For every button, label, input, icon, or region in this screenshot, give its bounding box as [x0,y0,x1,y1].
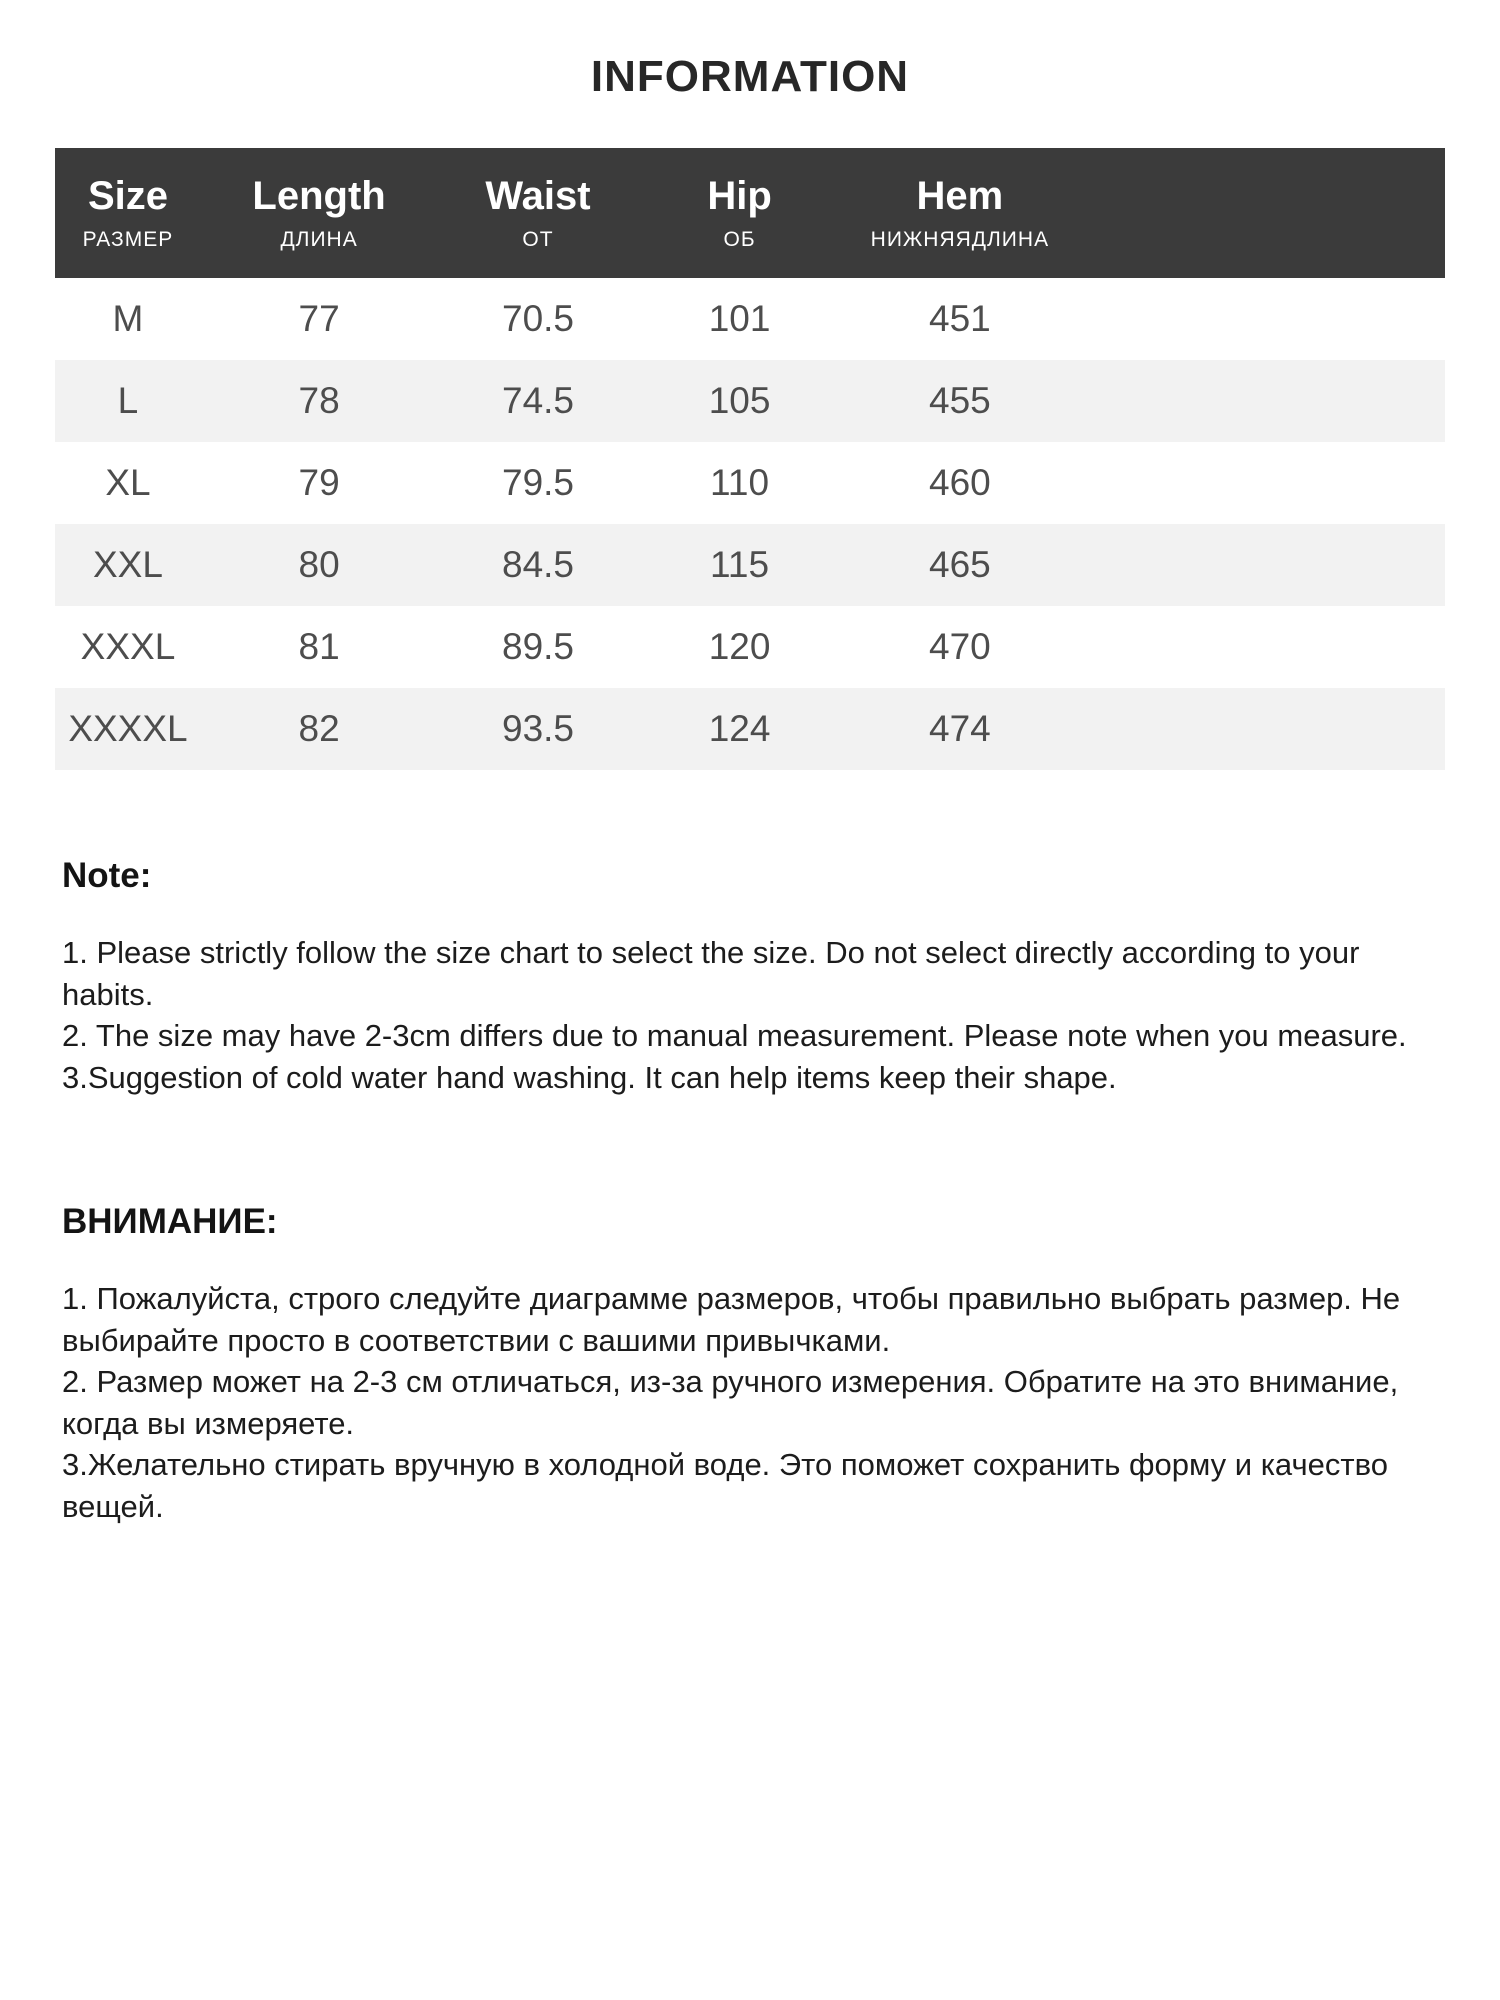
cell-length: 77 [298,298,340,339]
cell-hem: 465 [929,544,991,585]
cell-hip: 120 [708,626,771,667]
table-row-m [55,278,1445,360]
cell-length: 79 [298,462,340,503]
col-header-hem-en: Hem [916,174,1004,218]
note-ru-item-1: 1. Пожалуйста, строго следуйте диаграмме размеров, чтобы правильно выбрать размер. Не выбирайте просто в соответствии с вашими привычками. [62,1281,1401,1358]
col-header-waist [437,174,639,252]
notes-russian-body [62,1278,1438,1527]
table-row-xl [55,442,1445,524]
col-header-waist-en: Waist [485,174,591,218]
cell-waist: 70.5 [502,298,575,339]
note-ru-item-2: 2. Размер может на 2-3 см отличаться, из-за ручного измерения. Обратите на это внимание, когда вы измеряете. [62,1364,1399,1441]
cell-hip: 110 [710,462,770,503]
note-en-item-2: 2. The size may have 2-3cm differs due to manual measurement. Please note when you measure. [62,1018,1407,1054]
notes-section [62,770,1438,1527]
cell-size: XXXXL [68,708,188,749]
col-header-hem-ru: НИЖНЯЯДЛИНА [870,228,1050,251]
cell-hem: 470 [929,626,991,667]
cell-waist: 74.5 [502,380,575,421]
col-header-length-en: Length [252,174,386,218]
cell-hip: 105 [708,380,771,421]
notes-english-body [62,932,1438,1098]
cell-hem: 455 [929,380,991,421]
size-table-header [55,148,1445,278]
table-row-xxxxl [55,688,1445,770]
cell-length: 78 [298,380,340,421]
cell-waist: 79.5 [502,462,575,503]
cell-size: XXXL [80,626,176,667]
cell-size: L [117,380,139,421]
size-chart-table [55,148,1445,770]
note-ru-item-3: 3.Желательно стирать вручную в холодной воде. Это поможет сохранить форму и качество вещей. [62,1447,1388,1524]
cell-hem: 460 [929,462,991,503]
col-header-length [201,174,437,252]
col-header-hip-en: Hip [707,174,772,218]
col-header-length-ru: ДЛИНА [280,228,358,251]
col-header-hip [639,174,841,252]
notes-russian-heading: ВНИМАНИЕ: [62,1202,278,1242]
col-header-waist-ru: ОТ [522,228,554,251]
cell-size: M [112,298,144,339]
cell-waist: 93.5 [502,708,575,749]
cell-waist: 84.5 [502,544,575,585]
col-header-hem [840,174,1079,252]
cell-size: XXL [93,544,163,585]
cell-hem: 451 [929,298,991,339]
col-header-hip-ru: ОБ [723,228,756,251]
cell-length: 80 [298,544,340,585]
note-en-item-3: 3.Suggestion of cold water hand washing. It can help items keep their shape. [62,1059,1117,1095]
table-row-xxxl [55,606,1445,688]
table-row-xxl [55,524,1445,606]
cell-hem: 474 [929,708,991,749]
size-table-body [55,278,1445,770]
cell-length: 82 [298,708,340,749]
page-title: INFORMATION [590,52,910,101]
note-en-item-1: 1. Please strictly follow the size chart to select the size. Do not select directly according to your habits. [62,935,1360,1012]
col-header-size-ru: РАЗМЕР [82,228,174,251]
cell-waist: 89.5 [502,626,575,667]
table-row-l [55,360,1445,442]
col-header-size-en: Size [87,174,168,218]
cell-hip: 101 [708,298,771,339]
cell-hip: 124 [708,708,771,749]
notes-english-heading: Note: [62,856,152,895]
cell-size: XL [105,462,151,503]
cell-length: 81 [298,626,340,667]
col-header-size [55,174,201,252]
cell-hip: 115 [710,544,770,585]
